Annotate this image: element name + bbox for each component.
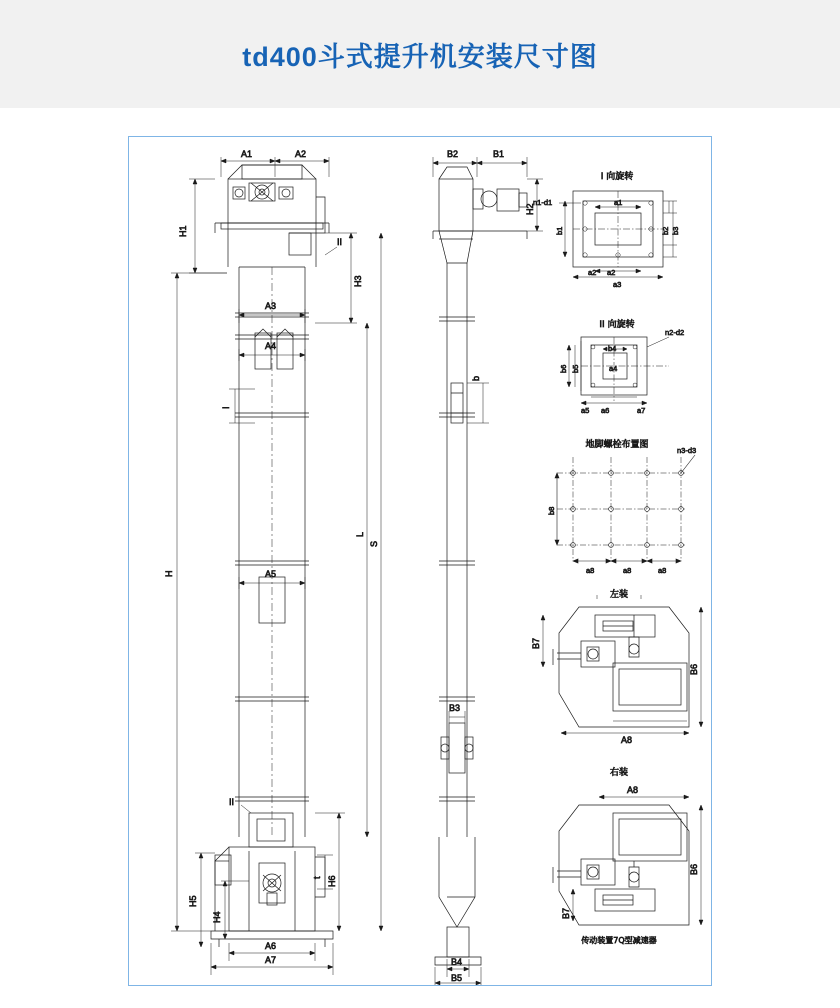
label-A3: A3	[265, 301, 277, 311]
label-B7-right: B7	[561, 907, 571, 919]
label-a5: a5	[581, 406, 590, 415]
label-b8: b8	[547, 506, 556, 515]
label-a6: a6	[601, 406, 610, 415]
front-view-labels	[164, 149, 379, 965]
side-view-labels	[447, 149, 535, 983]
label-a2: a2	[607, 268, 616, 277]
label-B6-left: B6	[689, 663, 699, 675]
label-a8-1: a8	[586, 566, 595, 575]
label-b6: b6	[559, 364, 568, 373]
label-H4: H4	[212, 911, 222, 923]
label-n2-d2: n2-d2	[665, 328, 685, 337]
label-section-II: II	[229, 797, 235, 807]
label-a8-2: a8	[623, 566, 632, 575]
label-b4: b4	[608, 344, 617, 353]
detail-left-mount	[531, 588, 703, 745]
label-A1: A1	[241, 149, 253, 159]
detail-anchor-title: 地脚螺栓布置图	[585, 440, 649, 450]
right-mount-caption: 传动装置7Q型减速器	[581, 936, 657, 945]
drawing-frame	[128, 136, 712, 986]
label-n3-d3: n3-d3	[677, 446, 697, 455]
label-B1: B1	[493, 149, 505, 159]
label-A2: A2	[295, 149, 307, 159]
label-a3: a3	[613, 280, 622, 289]
detail-I	[533, 170, 680, 289]
page-title: td400斗式提升机安装尺寸图	[242, 41, 598, 72]
detail-anchor	[547, 438, 696, 575]
front-view-casing	[235, 267, 309, 847]
label-H2: H2	[525, 203, 535, 215]
label-n1-d1: n1-d1	[533, 198, 553, 207]
label-t: I	[221, 406, 231, 409]
label-A4: A4	[265, 341, 277, 351]
detail-II-title: II 向旋转	[599, 320, 635, 330]
label-b3: b3	[671, 226, 680, 235]
label-A8-left: A8	[621, 735, 633, 745]
label-B3: B3	[449, 703, 461, 713]
side-view	[433, 167, 527, 965]
label-a2b: a2	[588, 268, 597, 277]
label-A7: A7	[265, 955, 277, 965]
front-view-boot	[211, 847, 333, 947]
label-B5: B5	[451, 973, 463, 983]
label-B7-left: B7	[531, 637, 541, 649]
technical-drawing	[129, 137, 711, 985]
left-mount-title: 左装	[609, 590, 629, 600]
label-H: H	[164, 570, 174, 577]
right-mount-title: 右装	[609, 768, 629, 778]
label-a4: a4	[609, 364, 618, 373]
label-A8-right: A8	[627, 785, 639, 795]
label-H6: H6	[327, 875, 337, 887]
label-b1: b1	[555, 226, 564, 235]
label-a1: a1	[614, 198, 623, 207]
label-L: S	[369, 540, 379, 547]
detail-II	[559, 318, 684, 415]
label-B4: B4	[451, 957, 463, 967]
label-a7: a7	[637, 406, 646, 415]
label-B6-right: B6	[689, 863, 699, 875]
label-A6: A6	[265, 941, 277, 951]
detail-right-mount	[553, 766, 703, 945]
label-a8-3: a8	[658, 566, 667, 575]
label-b2: b2	[661, 226, 670, 235]
label-C: L	[355, 531, 365, 537]
label-b5: b5	[571, 364, 580, 373]
label-section-I: II	[337, 237, 343, 247]
label-A5: A5	[265, 569, 277, 579]
side-view-dimensions	[433, 157, 543, 985]
page-header	[0, 0, 840, 108]
label-H1: H1	[178, 225, 188, 237]
front-view-head	[215, 165, 329, 267]
detail-I-title: I 向旋转	[600, 172, 634, 182]
label-H3: H3	[353, 275, 363, 287]
front-view-dimensions	[171, 157, 383, 975]
label-B2: B2	[447, 149, 459, 159]
label-S: t	[312, 876, 322, 879]
drawing-svg	[129, 137, 711, 985]
label-b: b	[471, 375, 481, 381]
label-H5: H5	[188, 895, 198, 907]
